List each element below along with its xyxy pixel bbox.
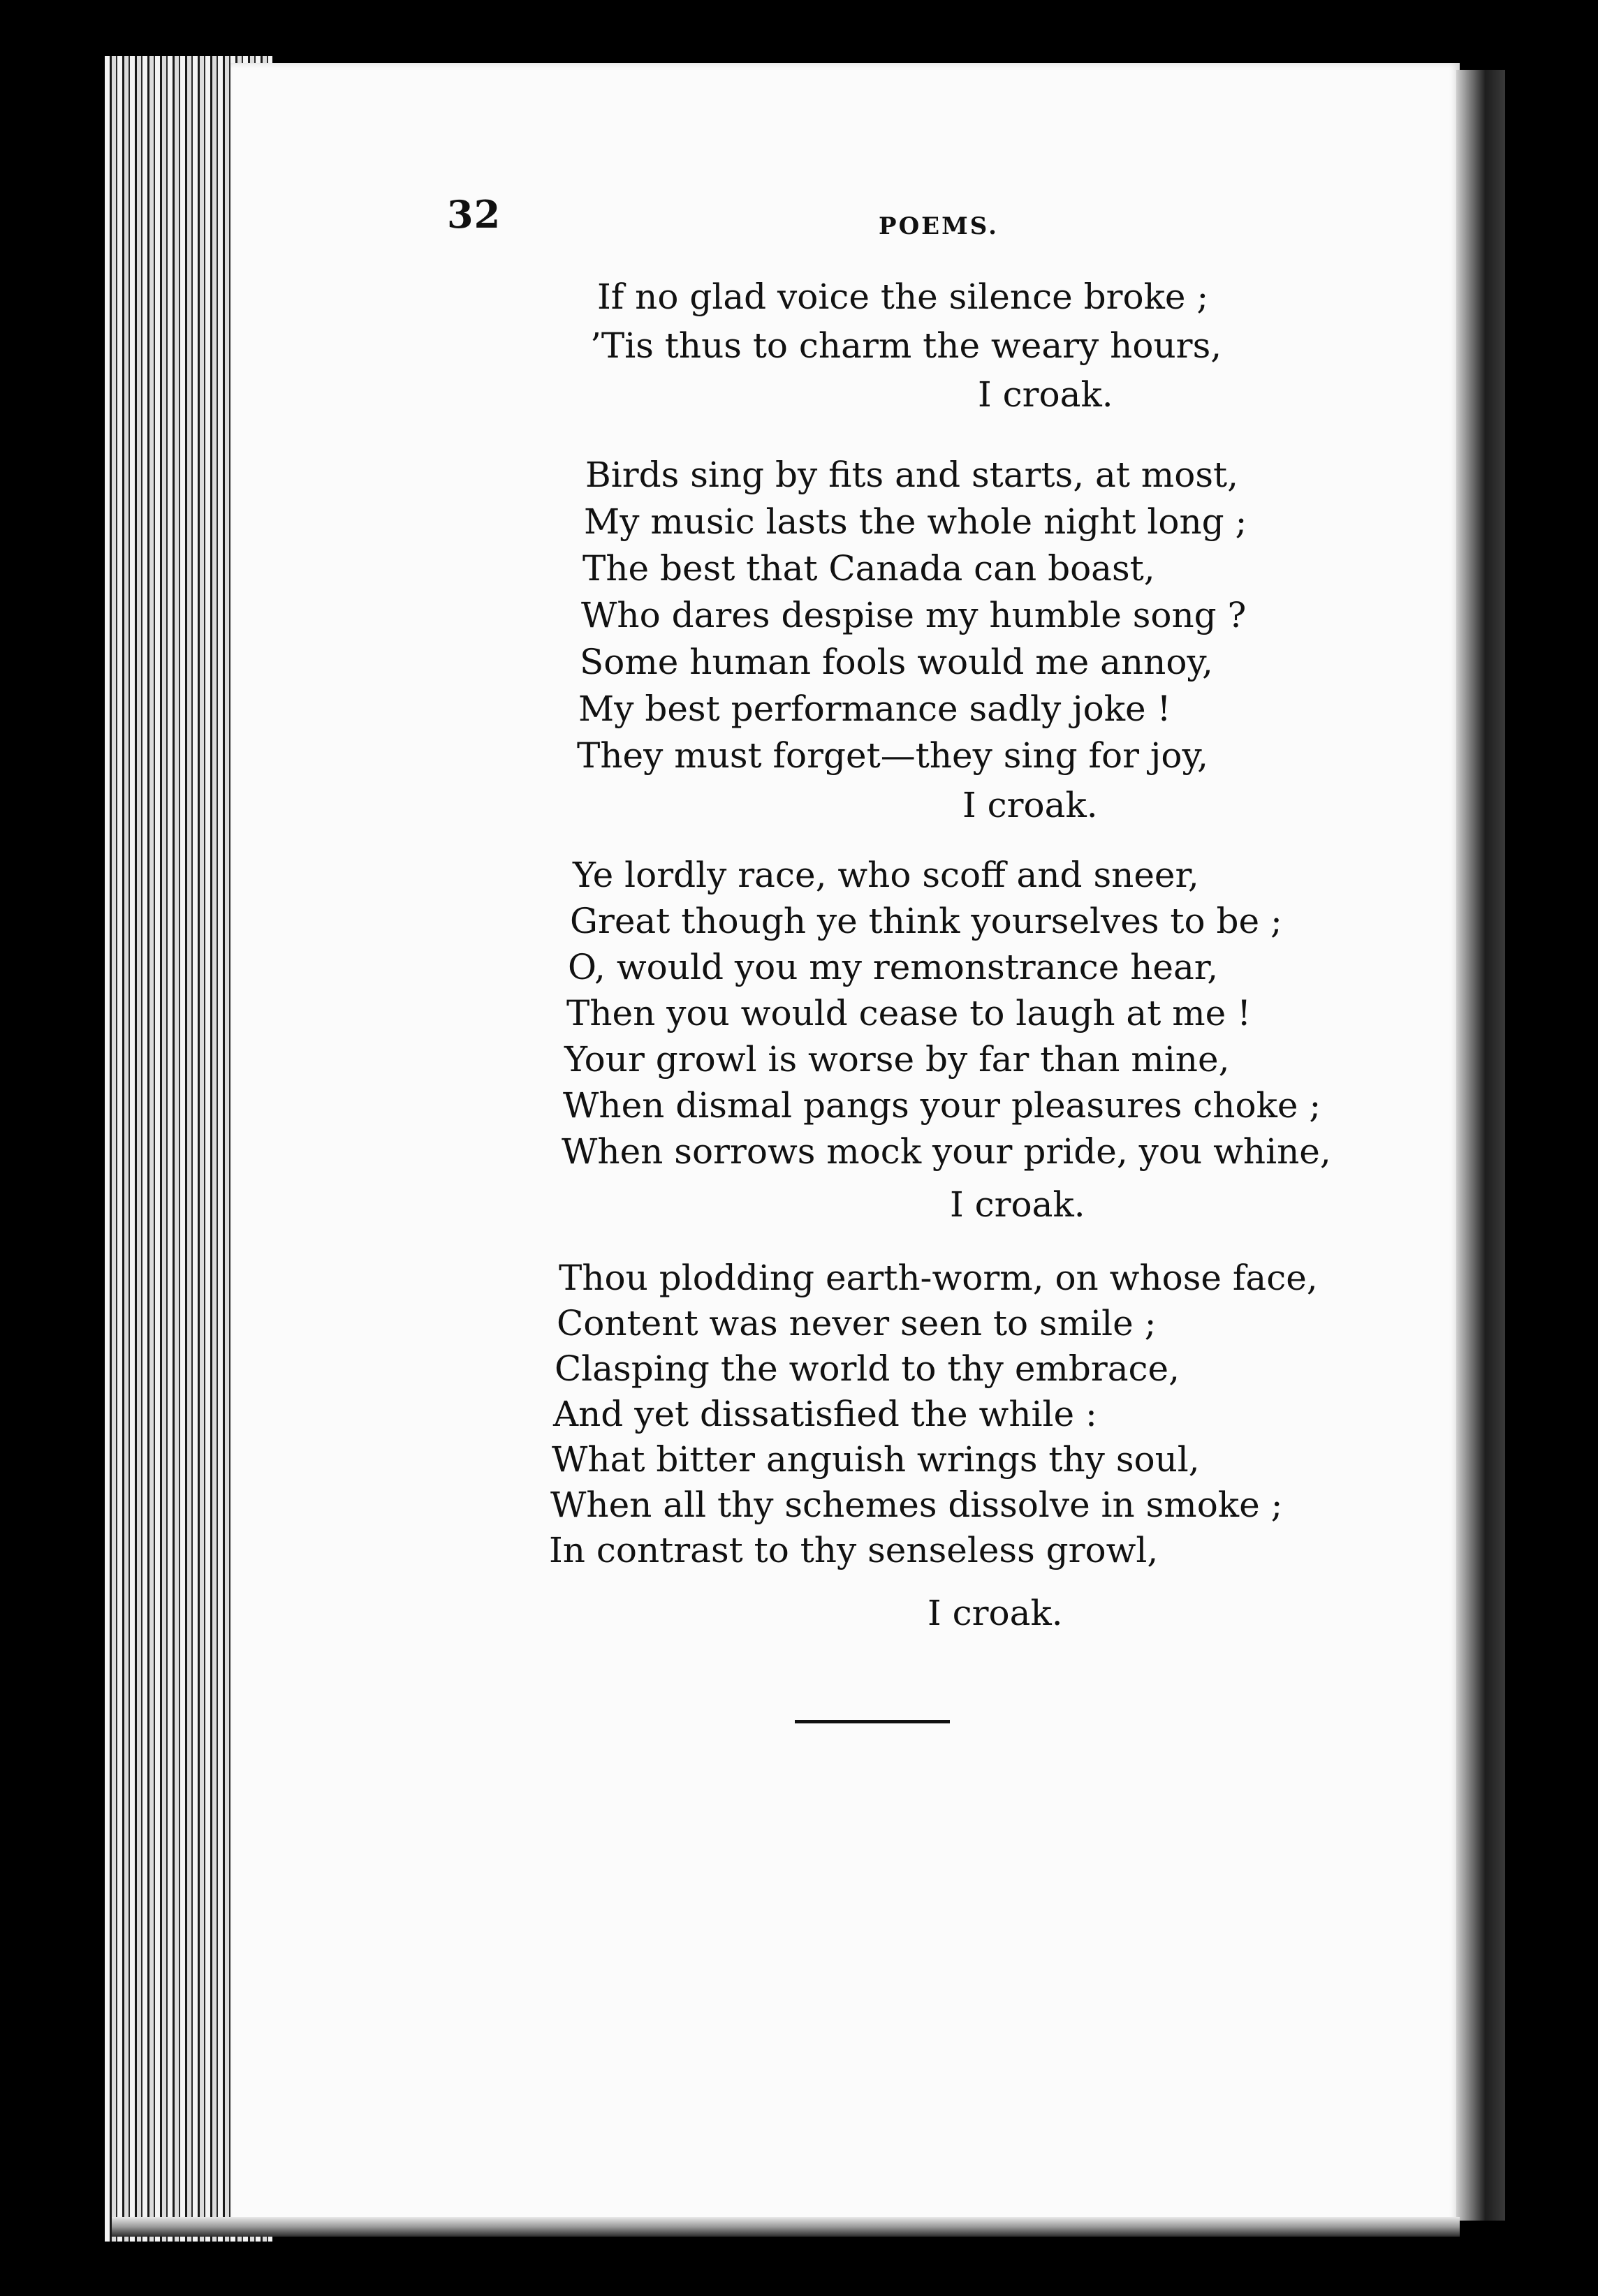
refrain-line: I croak. bbox=[978, 374, 1113, 415]
poem-line: They must forget—they sing for joy, bbox=[577, 735, 1209, 776]
poem-line: Birds sing by fits and starts, at most, bbox=[585, 455, 1238, 495]
poem-line: Great though ye think yourselves to be ; bbox=[570, 901, 1282, 941]
poem-line: What bitter anguish wrings thy soul, bbox=[552, 1439, 1200, 1480]
poem-line: If no glad voice the silence broke ; bbox=[597, 277, 1209, 317]
poem-line: Clasping the world to thy embrace, bbox=[555, 1348, 1180, 1389]
poem-line: My best performance sadly joke ! bbox=[578, 689, 1171, 729]
poem-line: When dismal pangs your pleasures choke ; bbox=[563, 1085, 1321, 1126]
poem-line: Ye lordly race, who scoff and sneer, bbox=[573, 855, 1199, 895]
refrain-line: I croak. bbox=[950, 1184, 1085, 1225]
poem-line: Your growl is worse by far than mine, bbox=[564, 1039, 1230, 1080]
poem-line: ’Tis thus to charm the weary hours, bbox=[590, 325, 1222, 366]
poem-line: Who dares despise my humble song ? bbox=[581, 595, 1247, 635]
poem-line: O, would you my remonstrance hear, bbox=[568, 947, 1219, 987]
poem-line: My music lasts the whole night long ; bbox=[584, 501, 1247, 542]
page-bottom-edge bbox=[112, 2217, 1460, 2237]
book-binding-gutter bbox=[1456, 70, 1505, 2221]
poem-line: In contrast to thy senseless growl, bbox=[549, 1530, 1159, 1570]
refrain-line: I croak. bbox=[962, 785, 1098, 825]
poem-line: When all thy schemes dissolve in smoke ; bbox=[550, 1485, 1283, 1525]
poem-line: Content was never seen to smile ; bbox=[557, 1303, 1157, 1344]
running-head: POEMS. bbox=[879, 212, 999, 240]
page-number: 32 bbox=[447, 192, 501, 237]
poem-line: The best that Canada can boast, bbox=[582, 548, 1155, 589]
poem-line: When sorrows mock your pride, you whine, bbox=[562, 1131, 1331, 1172]
poem-line: Some human fools would me annoy, bbox=[580, 642, 1213, 682]
poem-line: Then you would cease to laugh at me ! bbox=[566, 993, 1252, 1033]
section-divider-rule bbox=[795, 1720, 950, 1723]
refrain-line: I croak. bbox=[928, 1593, 1063, 1633]
poem-line: And yet dissatisfied the while : bbox=[553, 1394, 1097, 1434]
poem-line: Thou plodding earth-worm, on whose face, bbox=[559, 1258, 1318, 1298]
